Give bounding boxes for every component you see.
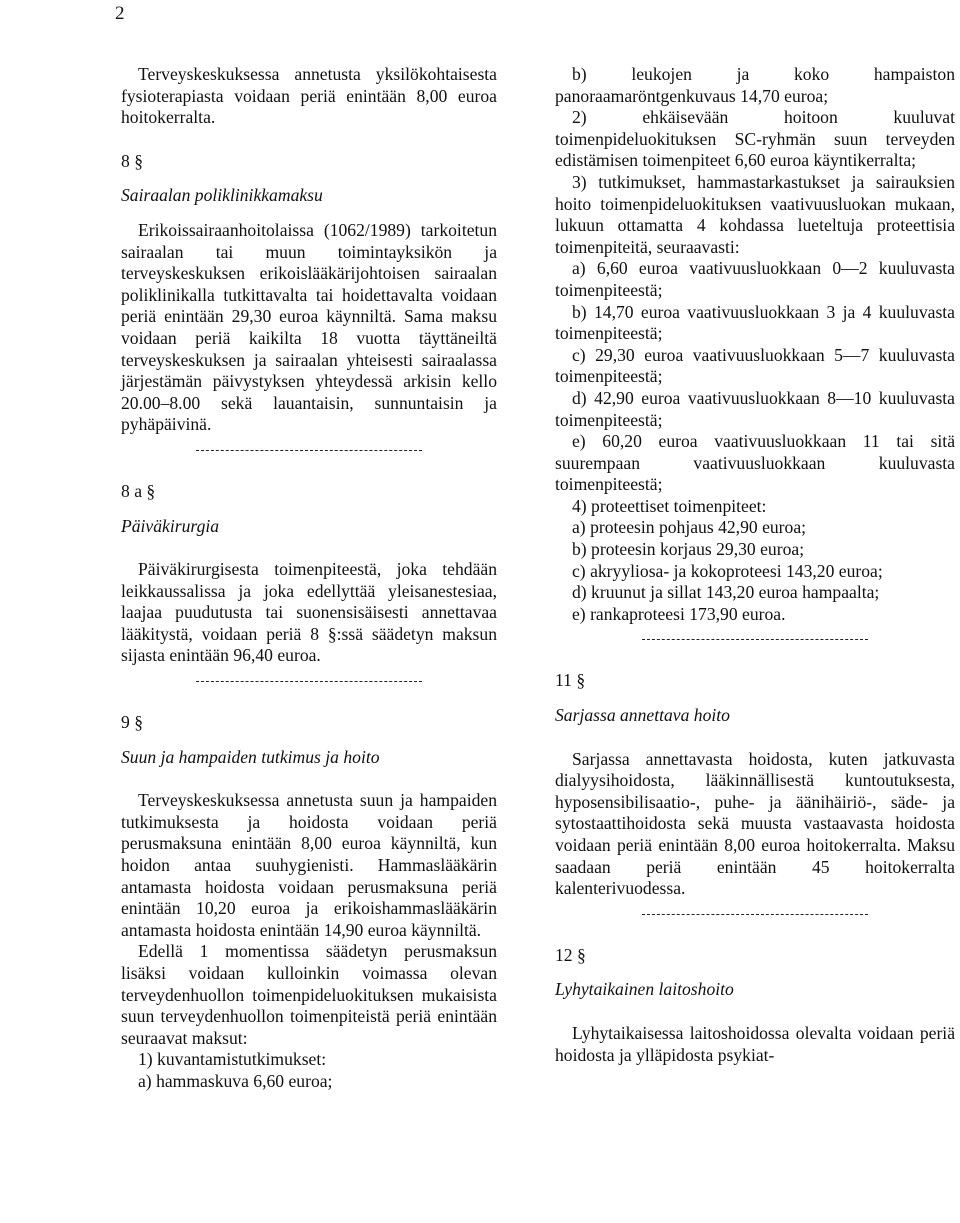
left-column [121,64,497,1093]
section-9-title: Suun ja hampaiden tutkimus ja hoito [121,746,380,767]
section-divider [642,639,868,640]
item-4: 4) proteettiset toimenpiteet: [572,495,767,516]
section-12-title: Lyhytaikainen laitoshoito [555,979,734,1000]
section-12-paragraph: Lyhytaikaisessa laitoshoidossa olevalta voidaan periä hoidosta ja ylläpidosta psykiat- [555,1022,955,1065]
section-9-item-1: 1) kuvantamistutkimukset: [138,1049,327,1070]
section-9-paragraph-1: Terveyskeskuksessa annetusta suun ja hampaiden tutkimuksesta ja hoidosta voidaan periä perusmaksuna enintään 8,00 euroa käynniltä, kun hoidon antaa suuhygienisti. Hammaslääkärin antamasta hoidosta voidaan perusmaksuna periä enintään 10,20 euroa ja erikoishammaslääkärin antamasta hoidosta enintään 14,90 euroa käynniltä. [121,790,497,940]
item-4c: c) akryyliosa- ja kokoproteesi 143,20 euroa; [572,560,883,581]
page-number: 2 [115,3,125,24]
section-12-number: 12 § [555,944,586,965]
section-8-paragraph: Erikoissairaanhoitolaissa (1062/1989) tarkoitetun sairaalan tai muun toimintayksikön ja terveyskeskuksen erikoislääkärijohtoisen sairaalan poliklinikalla tutkittavalta tai hoidettavalta voidaan periä enintään 29,30 euroa käynniltä. Sama maksu voidaan periä kaikilta 18 vuotta täyttäneiltä terveyskeskuksen ja sairaalan yhteisesti sairaalassa järjestämän päivystyksen yhteydessä arkisin kello 20.00–8.00 sekä lauantaisin, sunnuntaisin ja pyhäpäivinä. [121,219,497,435]
section-8-number: 8 § [121,150,143,171]
item-3d: d) 42,90 euroa vaativuusluokkaan 8—10 kuuluvasta toimenpiteestä; [555,387,955,430]
section-9-number: 9 § [121,712,143,733]
item-3: 3) tutkimukset, hammastarkastukset ja sairauksien hoito toimenpideluokituksen vaativuusluokan mukaan, lukuun ottamatta 4 kohdassa lueteltuja proteettisia toimenpiteitä, seuraavasti: [555,171,955,257]
item-3a: a) 6,60 euroa vaativuusluokkaan 0—2 kuuluvasta toimenpiteestä; [555,258,955,300]
item-4e: e) rankaproteesi 173,90 euroa. [572,603,786,624]
section-divider [196,681,422,682]
item-2: 2) ehkäisevään hoitoon kuuluvat toimenpideluokituksen SC-ryhmän suun terveyden edistämisen toimenpiteet 6,60 euroa käyntikerralta; [555,107,955,171]
right-column [555,64,955,1066]
item-4b: b) proteesin korjaus 29,30 euroa; [572,539,805,560]
item-3c: c) 29,30 euroa vaativuusluokkaan 5—7 kuuluvasta toimenpiteestä; [555,344,955,387]
section-8a-paragraph: Päiväkirurgisesta toimenpiteestä, joka tehdään leikkaussalissa ja joka edellyttää yleisanestesiaa, laajaa puudutusta tai suonensisäisesti annettavaa lääkitystä, voidaan periä 8 §:ssä säädetyn maksun sijasta enintään 96,40 euroa. [121,559,497,666]
item-3e: e) 60,20 euroa vaativuusluokkaan 11 tai sitä suurempaan vaativuusluokkaan kuuluvasta toimenpiteestä; [555,431,955,495]
item-3b: b) 14,70 euroa vaativuusluokkaan 3 ja 4 kuuluvasta toimenpiteestä; [555,301,955,344]
section-8-title: Sairaalan poliklinikkamaksu [121,185,323,206]
section-8a-title: Päiväkirurgia [121,515,220,536]
section-divider [196,450,422,451]
section-11-title: Sarjassa annettava hoito [555,705,730,726]
section-9-item-1a: a) hammaskuva 6,60 euroa; [138,1070,333,1091]
section-9-paragraph-2: Edellä 1 momentissa säädetyn perusmaksun lisäksi voidaan kulloinkin voimassa olevan terveydenhuollon toimenpideluokituksen mukaisista suun terveydenhuollon toimenpiteistä periä enintään seuraavat maksut: [121,941,497,1048]
item-4d: d) kruunut ja sillat 143,20 euroa hampaalta; [572,582,880,603]
item-1b: b) leukojen ja koko hampaiston panoraamaröntgenkuvaus 14,70 euroa; [555,64,955,106]
item-4a: a) proteesin pohjaus 42,90 euroa; [572,517,807,538]
intro-paragraph: Terveyskeskuksessa annetusta yksilökohtaisesta fysioterapiasta voidaan periä enintään 8,00 euroa hoitokerralta. [121,64,497,128]
section-8a-number: 8 a § [121,480,156,501]
section-divider [642,914,868,915]
section-11-number: 11 § [555,670,586,691]
section-11-paragraph: Sarjassa annettavasta hoidosta, kuten jatkuvasta dialyysihoidosta, lääkinnällisestä kuntoutuksesta, hyposensibilisaatio-, puhe- ja äänihäiriö-, säde- ja sytostaattihoidosta sekä muusta vastaavasta hoidosta voidaan periä enintään 8,00 euroa hoitokerralta. Maksu saadaan periä enintään 45 hoitokerralta kalenterivuodessa. [555,748,955,899]
